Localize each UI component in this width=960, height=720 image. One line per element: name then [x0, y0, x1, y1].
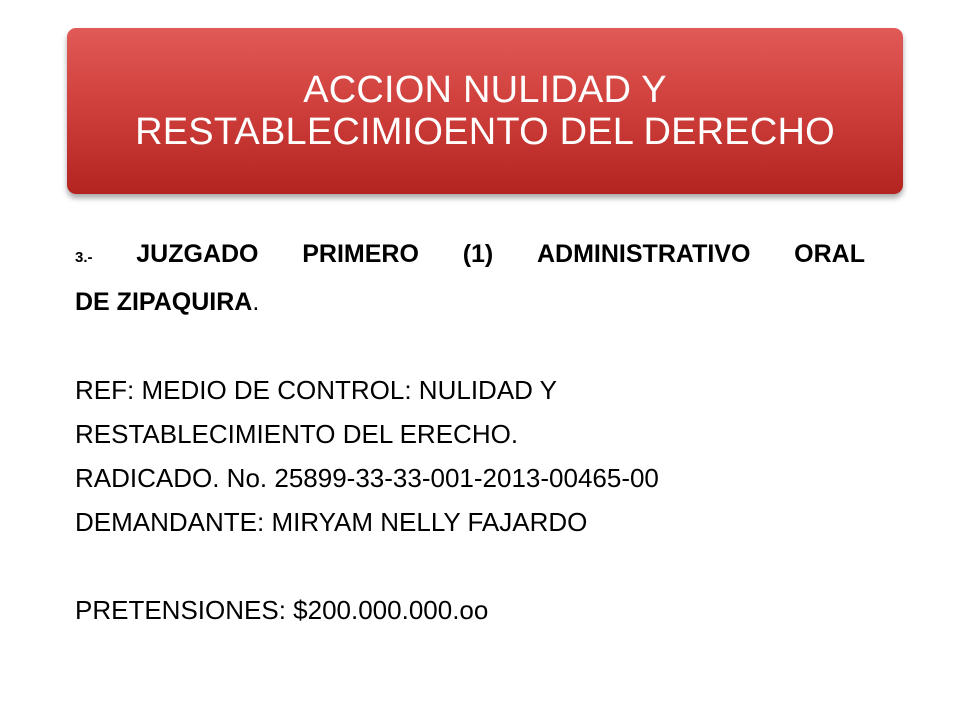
- ref-line-2: RESTABLECIMIENTO DEL ERECHO.: [75, 419, 519, 449]
- title-line-1: ACCION NULIDAD Y: [303, 69, 667, 111]
- court-word-primero: PRIMERO: [302, 240, 419, 268]
- court-word-number: (1): [462, 240, 494, 268]
- court-word-juzgado: JUZGADO: [136, 240, 259, 268]
- demandante-line: DEMANDANTE: MIRYAM NELLY FAJARDO: [75, 507, 588, 537]
- court-word-administrativo: ADMINISTRATIVO: [537, 240, 751, 268]
- court-line-2: [75, 280, 865, 324]
- spacer: [75, 324, 865, 368]
- court-period: .: [252, 288, 260, 316]
- radicado-line: RADICADO. No. 25899-33-33-001-2013-00465-00: [75, 463, 659, 493]
- court-word-oral: ORAL: [794, 240, 865, 268]
- spacer: [75, 544, 865, 588]
- title-line-2: RESTABLECIMIOENTO DEL DERECHO: [135, 111, 835, 153]
- court-line-1: [75, 232, 865, 280]
- item-number: 3.-: [75, 249, 93, 266]
- slide-body: [75, 232, 865, 632]
- title-banner: [67, 28, 903, 194]
- ref-line-1: REF: MEDIO DE CONTROL: NULIDAD Y: [75, 375, 558, 405]
- court-city: DE ZIPAQUIRA: [75, 288, 253, 316]
- pretensiones-line: PRETENSIONES: $200.000.000.oo: [75, 595, 489, 625]
